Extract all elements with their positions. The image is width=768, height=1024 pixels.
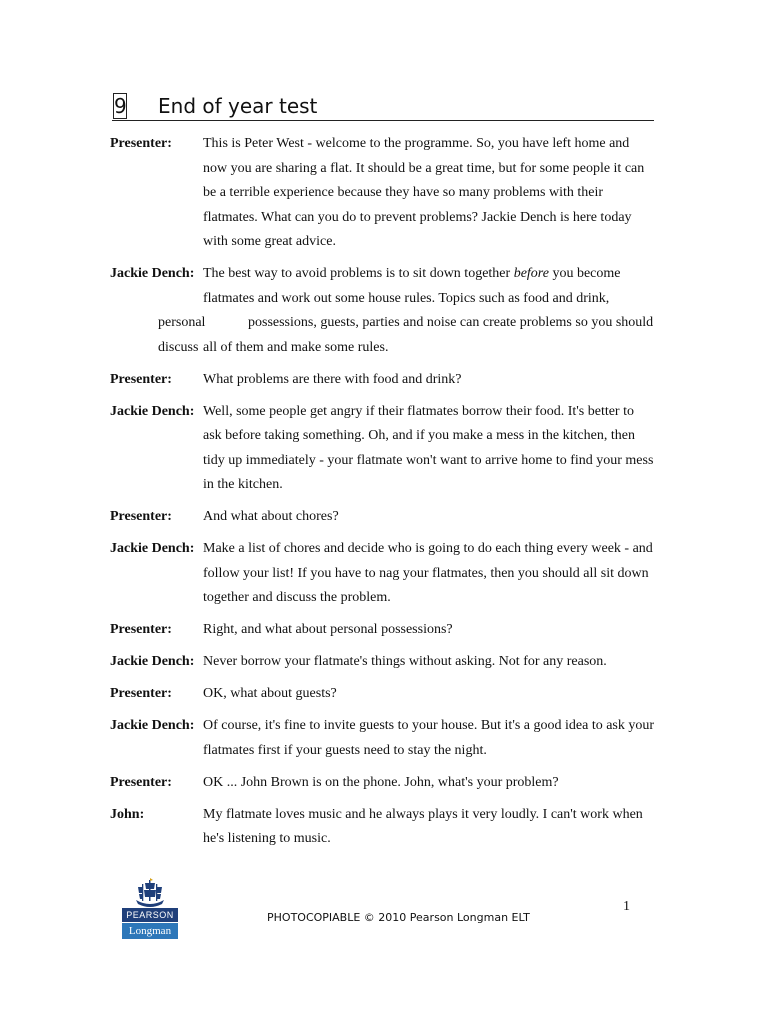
dialogue-turn: [110, 400, 655, 498]
speaker-label: Presenter:: [110, 774, 172, 790]
dialogue-turn: [110, 771, 655, 796]
dialogue-line: [110, 311, 655, 336]
dialogue-turn: [110, 537, 655, 611]
emphasis-text: before: [513, 266, 549, 281]
speaker-label: Presenter:: [110, 509, 172, 524]
page-header: [112, 93, 654, 121]
speaker-label: Jackie Dench:: [110, 654, 195, 669]
dialogue-turn: [110, 682, 655, 707]
dialogue-turn: [110, 262, 655, 360]
text-segment: you become flatmates and work out some house rules. Topics such as food and drink,: [203, 266, 621, 306]
dialogue-text: Make a list of chores and decide who is going to do each thing every week - and follow your list! If you have to nag your flatmates, then you should all sit down together and discuss the problem.: [203, 541, 653, 605]
dialogue-text: What problems are there with food and drink?: [203, 371, 462, 387]
ship-icon: [122, 878, 178, 908]
text-segment: discuss: [158, 339, 199, 355]
text-segment: personal: [158, 315, 206, 330]
transcript: [110, 132, 655, 859]
page-title: End of year test: [158, 94, 318, 118]
dialogue-turn: [110, 505, 655, 530]
logo-pearson-text: PEARSON: [122, 908, 178, 922]
speaker-label: Jackie Dench:: [110, 403, 195, 419]
text-segment: The best way to avoid problems is to sit down together: [203, 266, 514, 281]
speaker-label: Presenter:: [110, 622, 172, 637]
speaker-label: Presenter:: [110, 136, 172, 151]
dialogue-text: Of course, it's fine to invite guests to your house. But it's a good idea to ask your flatmates first if your guests need to stay the night.: [203, 718, 655, 758]
page-number: 1: [623, 899, 630, 914]
dialogue-text: And what about chores?: [203, 509, 339, 524]
speaker-label: Jackie Dench:: [110, 541, 195, 556]
dialogue-turn: [110, 803, 655, 852]
dialogue-turn: [110, 650, 655, 675]
pearson-longman-logo: [122, 878, 178, 942]
dialogue-text: Right, and what about personal possessions?: [203, 622, 453, 637]
unit-number: 9: [114, 94, 127, 118]
dialogue-turn: [110, 618, 655, 643]
dialogue-turn: [110, 368, 655, 393]
speaker-label: Presenter:: [110, 371, 172, 387]
speaker-label: Jackie Dench:: [110, 266, 195, 281]
dialogue-text: This is Peter West - welcome to the programme. So, you have left home and now you are sharing a flat. It should be a great time, but for some people it can be a terrible experience because they have so many problems with their flatmates. What can you do to prevent problems? Jackie Dench is here today with some great advice.: [203, 136, 645, 249]
dialogue-text: Well, some people get angry if their flatmates borrow their food. It's better to ask before taking something. Oh, and if you make a mess in the kitchen, then tidy up immediately - your flatmate won't want to arrive home to find your mess in the kitchen.: [203, 403, 654, 492]
text-segment: all of them and make some rules.: [203, 339, 389, 355]
dialogue-text: OK, what about guests?: [203, 686, 337, 701]
text-segment: possessions, guests, parties and noise can create problems so you should: [248, 315, 654, 330]
dialogue-turn: [110, 714, 655, 763]
dialogue-text: My flatmate loves music and he always plays it very loudly. I can't work when he's listening to music.: [203, 806, 643, 846]
speaker-label: John:: [110, 806, 145, 822]
speaker-label: Jackie Dench:: [110, 718, 195, 733]
speaker-label: Presenter:: [110, 686, 172, 701]
dialogue-text: OK ... John Brown is on the phone. John, what's your problem?: [203, 774, 559, 790]
copyright-notice: PHOTOCOPIABLE © 2010 Pearson Longman ELT: [267, 911, 530, 924]
dialogue-text: Never borrow your flatmate's things without asking. Not for any reason.: [203, 654, 607, 669]
logo-longman-text: Longman: [122, 922, 178, 939]
dialogue-turn: [110, 132, 655, 255]
dialogue-line: [110, 336, 655, 361]
